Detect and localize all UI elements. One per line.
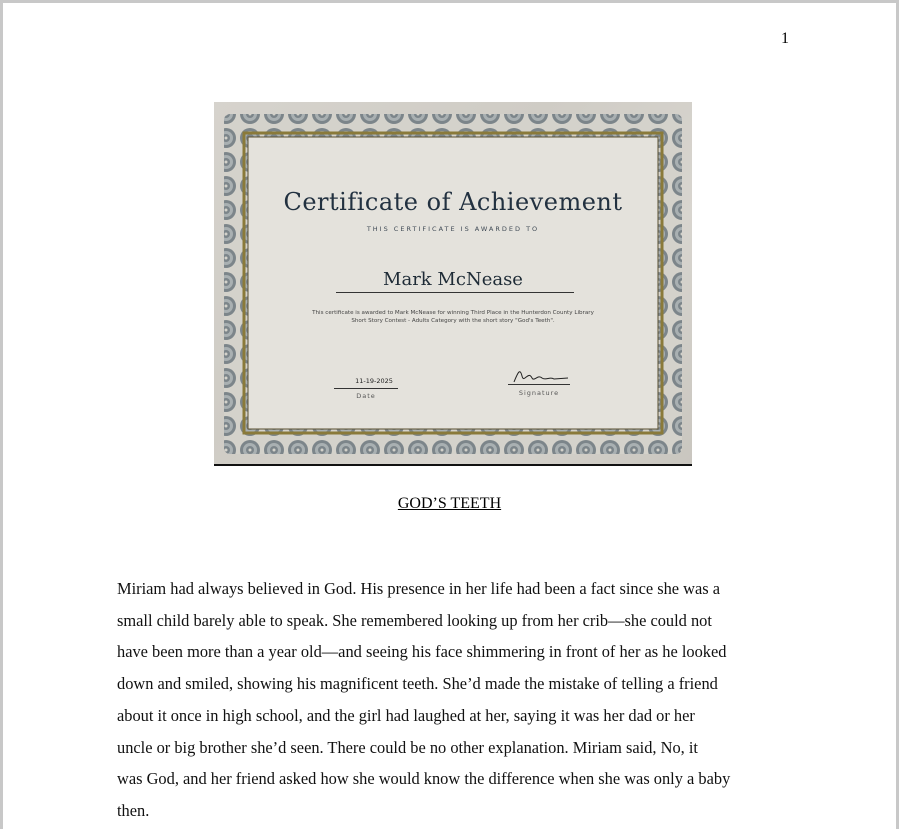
story-line: Miriam had always believed in God. His presence in her life had been a fact since she was a (117, 579, 721, 598)
certificate-title: Certificate of Achievement (283, 188, 623, 216)
story-line: down and smiled, showing his magnificent teeth. She’d made the mistake of telling a friend (117, 674, 718, 694)
story-line: small child barely able to speak. She remembered looking up from her crib—she could not (117, 610, 712, 630)
certificate-subtitle: THIS CERTIFICATE IS AWARDED TO (366, 225, 540, 233)
story-line: about it once in high school, and the girl had laughed at her, saying it was her dad or her (117, 705, 695, 725)
certificate-description (288, 309, 618, 325)
certificate-date-label: Date (356, 392, 376, 400)
date-underline (334, 388, 398, 389)
page-number: 1 (781, 30, 789, 47)
certificate-date-value: 11-19-2025 (355, 377, 393, 385)
story-line: have been more than a year old—and seeing his face shimmering in front of her as he looked (117, 642, 727, 662)
certificate-description-line: Short Story Contest - Adults Category with the short story "God's Teeth". (351, 318, 555, 324)
certificate-description-line: This certificate is awarded to Mark McNease for winning Third Place in the Hunterdon County Library (312, 310, 594, 316)
story-line: then. (117, 800, 150, 820)
story-title: GOD’S TEETH (397, 495, 502, 512)
certificate-recipient: Mark McNease (383, 269, 523, 290)
certificate-content (248, 136, 658, 430)
story-line: was God, and her friend asked how she would know the difference when she was only a baby (117, 769, 731, 789)
image-bottom-rule (214, 464, 692, 466)
story-line: uncle or big brother she’d seen. There could be no other explanation. Miriam said, No, it (117, 737, 698, 757)
recipient-underline (336, 292, 574, 293)
story-body (117, 573, 807, 827)
signature-icon (510, 366, 570, 386)
certificate-signature-label: Signature (518, 389, 560, 397)
document-page (3, 3, 896, 829)
signature-underline (508, 384, 570, 385)
certificate-image (214, 102, 692, 464)
